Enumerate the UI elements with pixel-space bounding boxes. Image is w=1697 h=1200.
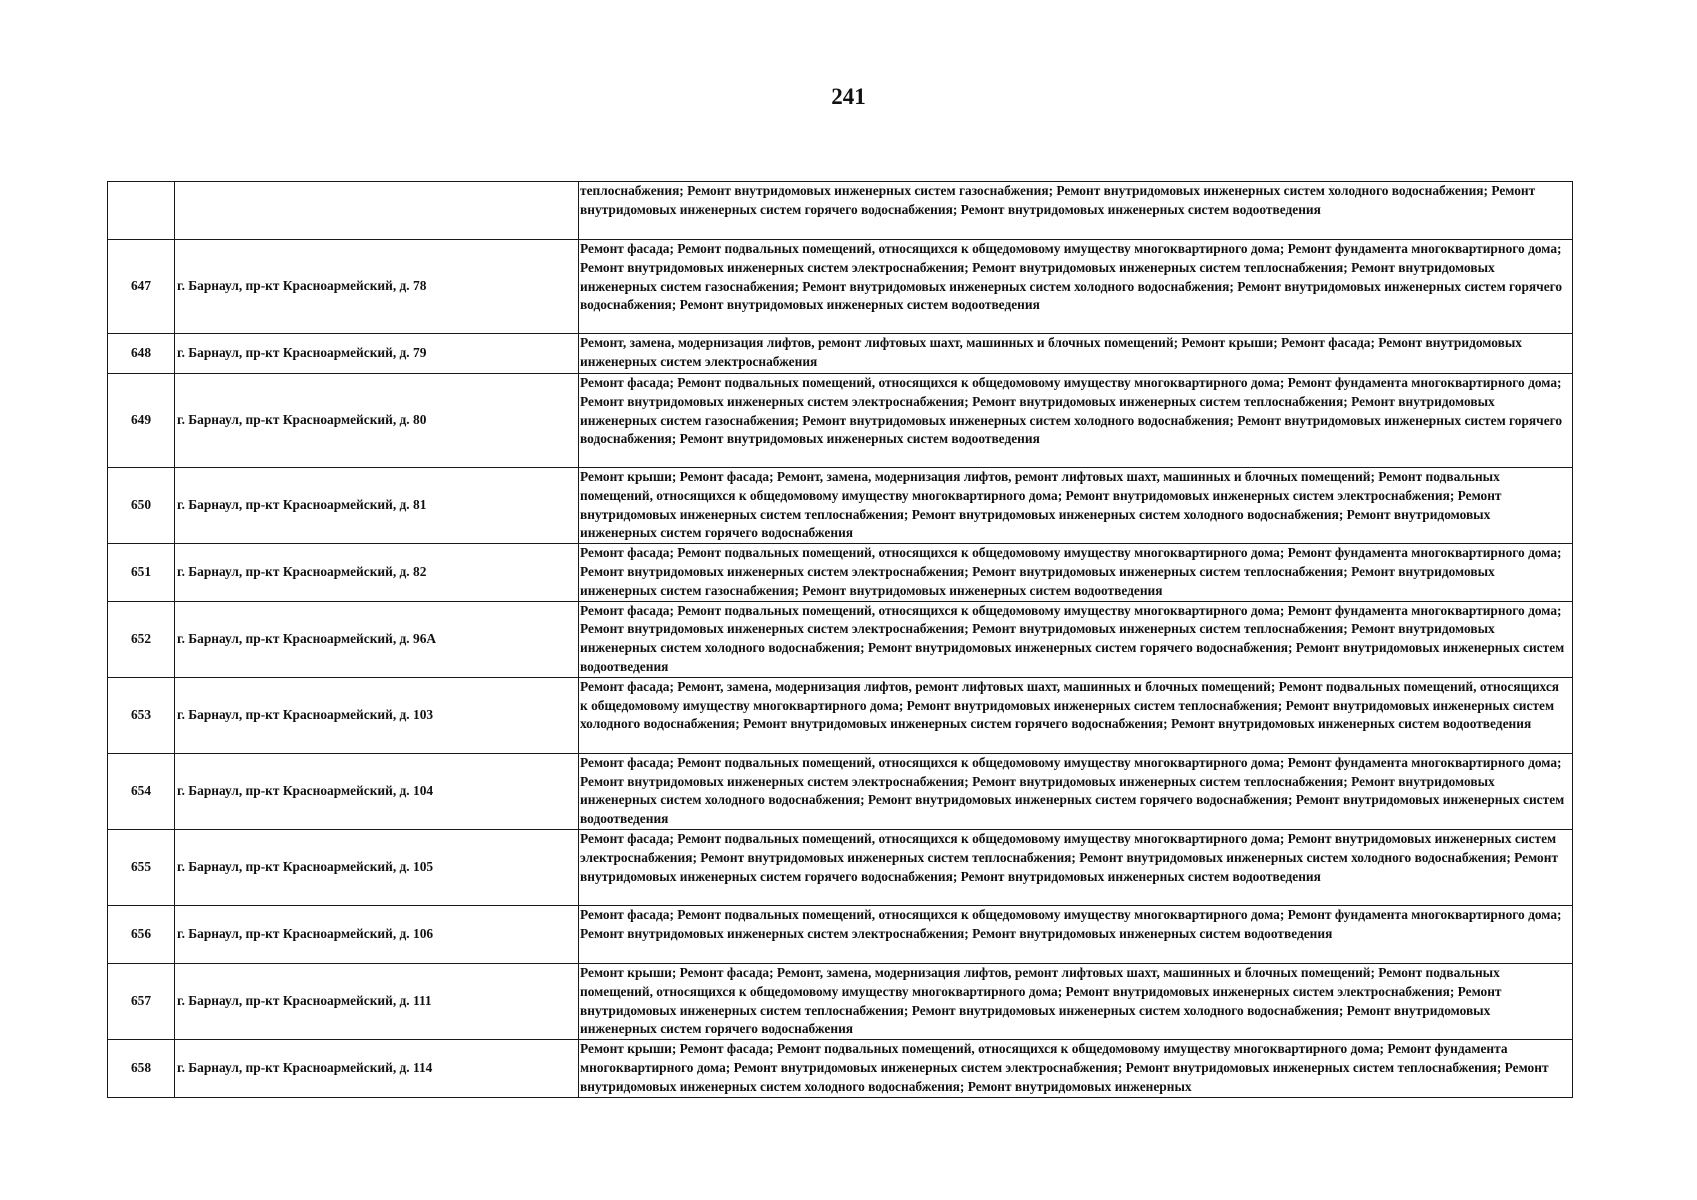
works-text: Ремонт фасада; Ремонт подвальных помещений, относящихся к общедомовому имуществу многоквартирного дома; Ремонт фундамента многоквартирного дома; Ремонт внутридомовых инженерных систем электроснабжения; Ремонт внутридомовых инженерных систем теплоснабжения; Ремонт внутридомовых инженерных систем газоснабжения; Ремонт внутридомовых инженерных систем холодного водоснабжения; Ремонт внутридомовых инженерных систем горячего водоснабжения; Ремонт внутридомовых инженерных систем водоотведения xyxy=(580,241,1563,313)
row-works xyxy=(579,374,1573,468)
row-address: г. Барнаул, пр-кт Красноармейский, д. 79 xyxy=(175,334,579,374)
table-row xyxy=(108,601,1573,677)
row-number: 654 xyxy=(108,753,175,829)
works-text: Ремонт фасада; Ремонт подвальных помещений, относящихся к общедомовому имуществу многоквартирного дома; Ремонт фундамента многоквартирного дома; Ремонт внутридомовых инженерных систем электроснабжения; Ремонт внутридомовых инженерных систем теплоснабжения; Ремонт внутридомовых инженерных систем холодного водоснабжения; Ремонт внутридомовых инженерных систем горячего водоснабжения; Ремонт внутридомовых инженерных систем водоотведения xyxy=(580,754,1565,827)
row-address: г. Барнаул, пр-кт Красноармейский, д. 78 xyxy=(175,240,579,334)
row-address: г. Барнаул, пр-кт Красноармейский, д. 81 xyxy=(175,468,579,544)
row-works xyxy=(579,334,1573,374)
works-text: Ремонт фасада; Ремонт, замена, модернизация лифтов, ремонт лифтовых шахт, машинных и блочных помещений; Ремонт подвальных помещений, относящихся к общедомовому имуществу многоквартирного дома; Ремонт внутридомовых инженерных систем теплоснабжения; Ремонт внутридомовых инженерных систем холодного водоснабжения; Ремонт внутридомовых инженерных систем горячего водоснабжения; Ремонт внутридомовых инженерных систем водоотведения xyxy=(580,678,1560,732)
row-works xyxy=(579,182,1573,240)
row-address: г. Барнаул, пр-кт Красноармейский, д. 103 xyxy=(175,677,579,753)
row-number xyxy=(108,182,175,240)
row-works xyxy=(579,1040,1573,1097)
row-works xyxy=(579,677,1573,753)
table-row xyxy=(108,1040,1573,1097)
row-address: г. Барнаул, пр-кт Красноармейский, д. 96А xyxy=(175,601,579,677)
works-text: Ремонт фасада; Ремонт подвальных помещений, относящихся к общедомовому имуществу многоквартирного дома; Ремонт фундамента многоквартирного дома; Ремонт внутридомовых инженерных систем электроснабжения; Ремонт внутридомовых инженерных систем водоотведения xyxy=(580,906,1562,941)
table-row xyxy=(108,374,1573,468)
row-number: 656 xyxy=(108,905,175,963)
works-text: Ремонт крыши; Ремонт фасада; Ремонт подвальных помещений, относящихся к общедомовому имуществу многоквартирного дома; Ремонт фундамента многоквартирного дома; Ремонт внутридомовых инженерных систем электроснабжения; Ремонт внутридомовых инженерных систем теплоснабжения; Ремонт внутридомовых инженерных систем холодного водоснабжения; Ремонт внутридомовых инженерных xyxy=(580,1041,1549,1094)
page-number: 241 xyxy=(831,84,866,109)
works-text: теплоснабжения; Ремонт внутридомовых инженерных систем газоснабжения; Ремонт внутридомовых инженерных систем холодного водоснабжения; Ремонт внутридомовых инженерных систем горячего водоснабжения; Ремонт внутридомовых инженерных систем водоотведения xyxy=(580,183,1536,217)
row-address: г. Барнаул, пр-кт Красноармейский, д. 80 xyxy=(175,374,579,468)
works-text: Ремонт крыши; Ремонт фасада; Ремонт, замена, модернизация лифтов, ремонт лифтовых шахт, машинных и блочных помещений; Ремонт подвальных помещений, относящихся к общедомовому имуществу многоквартирного дома; Ремонт внутридомовых инженерных систем электроснабжения; Ремонт внутридомовых инженерных систем теплоснабжения; Ремонт внутридомовых инженерных систем холодного водоснабжения; Ремонт внутридомовых инженерных систем горячего водоснабжения xyxy=(580,964,1502,1037)
row-number: 657 xyxy=(108,963,175,1039)
table-row xyxy=(108,905,1573,963)
table-row xyxy=(108,334,1573,374)
row-number: 651 xyxy=(108,544,175,601)
table-row xyxy=(108,677,1573,753)
table-row xyxy=(108,753,1573,829)
table-row xyxy=(108,182,1573,240)
row-address: г. Барнаул, пр-кт Красноармейский, д. 105 xyxy=(175,829,579,905)
row-number: 649 xyxy=(108,374,175,468)
row-works xyxy=(579,905,1573,963)
repair-works-table xyxy=(107,181,1573,1098)
table-row xyxy=(108,829,1573,905)
row-works xyxy=(579,601,1573,677)
row-works xyxy=(579,544,1573,601)
table-row xyxy=(108,963,1573,1039)
row-address xyxy=(175,182,579,240)
row-address: г. Барнаул, пр-кт Красноармейский, д. 111 xyxy=(175,963,579,1039)
row-works xyxy=(579,963,1573,1039)
row-number: 650 xyxy=(108,468,175,544)
row-works xyxy=(579,468,1573,544)
row-address: г. Барнаул, пр-кт Красноармейский, д. 82 xyxy=(175,544,579,601)
row-number: 647 xyxy=(108,240,175,334)
row-works xyxy=(579,829,1573,905)
row-number: 655 xyxy=(108,829,175,905)
table-row xyxy=(108,544,1573,601)
row-address: г. Барнаул, пр-кт Красноармейский, д. 114 xyxy=(175,1040,579,1097)
works-text: Ремонт фасада; Ремонт подвальных помещений, относящихся к общедомовому имуществу многоквартирного дома; Ремонт внутридомовых инженерных систем электроснабжения; Ремонт внутридомовых инженерных систем теплоснабжения; Ремонт внутридомовых инженерных систем холодного водоснабжения; Ремонт внутридомовых инженерных систем горячего водоснабжения; Ремонт внутридомовых инженерных систем водоотведения xyxy=(580,830,1559,884)
row-number: 648 xyxy=(108,334,175,374)
table-body xyxy=(108,182,1573,1098)
row-works xyxy=(579,240,1573,334)
works-text: Ремонт крыши; Ремонт фасада; Ремонт, замена, модернизация лифтов, ремонт лифтовых шахт, машинных и блочных помещений; Ремонт подвальных помещений, относящихся к общедомовому имуществу многоквартирного дома; Ремонт внутридомовых инженерных систем электроснабжения; Ремонт внутридомовых инженерных систем теплоснабжения; Ремонт внутридомовых инженерных систем холодного водоснабжения; Ремонт внутридомовых инженерных систем горячего водоснабжения xyxy=(580,469,1502,541)
row-number: 652 xyxy=(108,601,175,677)
table-row xyxy=(108,468,1573,544)
table-row xyxy=(108,240,1573,334)
row-works xyxy=(579,753,1573,829)
row-address: г. Барнаул, пр-кт Красноармейский, д. 106 xyxy=(175,905,579,963)
row-number: 653 xyxy=(108,677,175,753)
row-number: 658 xyxy=(108,1040,175,1097)
row-address: г. Барнаул, пр-кт Красноармейский, д. 104 xyxy=(175,753,579,829)
works-text: Ремонт, замена, модернизация лифтов, ремонт лифтовых шахт, машинных и блочных помещений; Ремонт крыши; Ремонт фасада; Ремонт внутридомовых инженерных систем электроснабжения xyxy=(580,335,1522,369)
works-text: Ремонт фасада; Ремонт подвальных помещений, относящихся к общедомовому имуществу многоквартирного дома; Ремонт фундамента многоквартирного дома; Ремонт внутридомовых инженерных систем электроснабжения; Ремонт внутридомовых инженерных систем теплоснабжения; Ремонт внутридомовых инженерных систем газоснабжения; Ремонт внутридомовых инженерных систем водоотведения xyxy=(580,545,1562,598)
works-text: Ремонт фасада; Ремонт подвальных помещений, относящихся к общедомовому имуществу многоквартирного дома; Ремонт фундамента многоквартирного дома; Ремонт внутридомовых инженерных систем электроснабжения; Ремонт внутридомовых инженерных систем теплоснабжения; Ремонт внутридомовых инженерных систем газоснабжения; Ремонт внутридомовых инженерных систем холодного водоснабжения; Ремонт внутридомовых инженерных систем горячего водоснабжения; Ремонт внутридомовых инженерных систем водоотведения xyxy=(580,375,1563,447)
works-text: Ремонт фасада; Ремонт подвальных помещений, относящихся к общедомовому имуществу многоквартирного дома; Ремонт фундамента многоквартирного дома; Ремонт внутридомовых инженерных систем электроснабжения; Ремонт внутридомовых инженерных систем теплоснабжения; Ремонт внутридомовых инженерных систем холодного водоснабжения; Ремонт внутридомовых инженерных систем горячего водоснабжения; Ремонт внутридомовых инженерных систем водоотведения xyxy=(580,602,1565,674)
